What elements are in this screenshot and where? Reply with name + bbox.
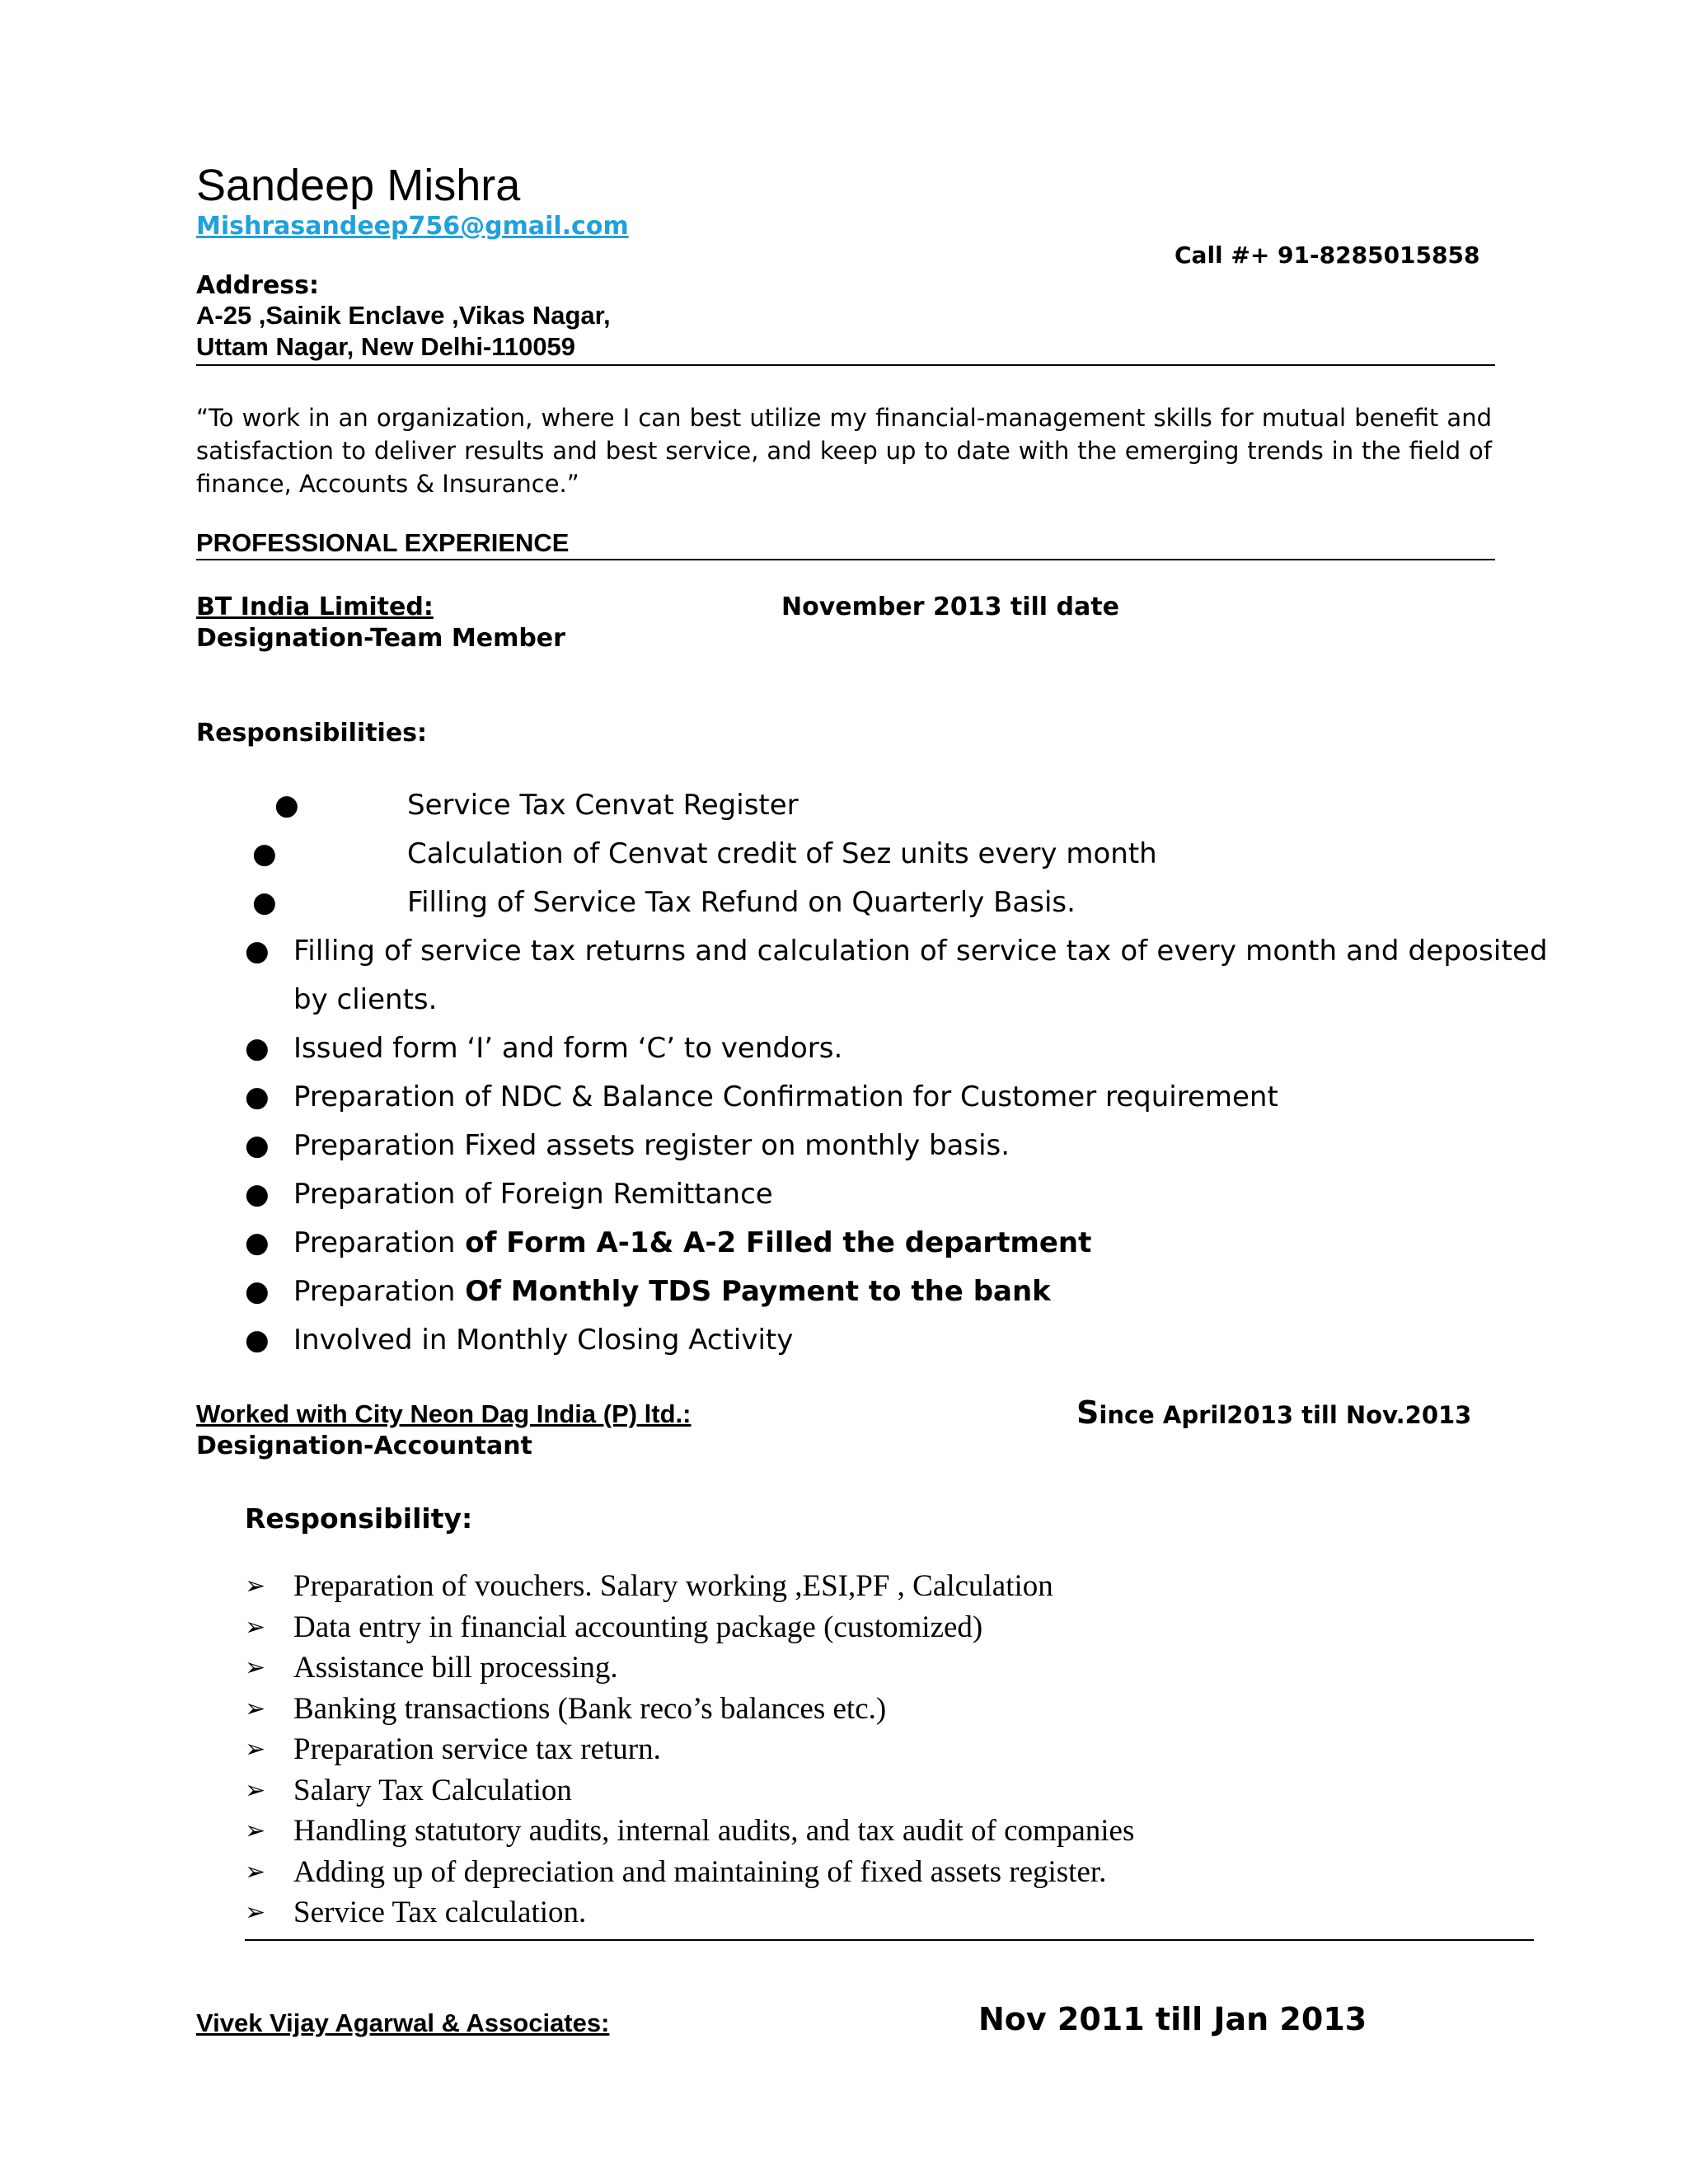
list-item-text: Preparation of Foreign Remittance [293,1178,773,1211]
address-line-2: Uttam Nagar, New Delhi-110059 [196,332,576,361]
arrow-bullet-icon: ➢ [245,1899,266,1926]
list-item-text: Calculation of Cenvat credit of Sez units every month [407,837,1157,870]
list-item-text: Service Tax calculation. [293,1896,587,1929]
job1-company: BT India Limited: [196,593,434,621]
arrow-bullet-icon: ➢ [245,1654,266,1681]
list-item-text: Filling of service tax returns and calculation of service tax of every month and deposited [293,935,1548,968]
job1-responsibilities-label: Responsibilities: [196,719,428,748]
job2-designation: Designation-Accountant [196,1432,532,1460]
job2-responsibility-label: Responsibility: [245,1502,473,1535]
list-item-text [293,1268,1051,1316]
bullet-icon: ● [245,1226,270,1259]
list-item-text: Adding up of depreciation and maintaining of fixed assets register. [293,1854,1107,1889]
list-item-text: Issued form ‘I’ and form ‘C’ to vendors. [293,1032,843,1065]
arrow-bullet-icon: ➢ [245,1572,266,1600]
list-item-text: Filling of Service Tax Refund on Quarterly Basis. [407,886,1076,919]
list-item-text: Service Tax Cenvat Register [407,789,799,822]
job2-period [1076,1394,1471,1431]
phone-number: Call #+ 91-8285015858 [1175,241,1480,269]
list-item-text: Salary Tax Calculation [293,1773,572,1807]
list-item-text [293,1219,1091,1268]
bullet-icon: ● [245,935,270,968]
section-divider [196,559,1495,560]
list-item-text: Assistance bill processing. [293,1651,618,1685]
arrow-bullet-icon: ➢ [245,1694,266,1722]
job2-period-rest: ince April2013 till Nov.2013 [1099,1401,1472,1429]
arrow-bullet-icon: ➢ [245,1736,266,1763]
list-item-text: Preparation service tax return. [293,1732,661,1766]
list-item-text: Banking transactions (Bank reco’s balances etc.) [293,1691,887,1726]
address-label: Address: [196,271,320,300]
list-item-text: Involved in Monthly Closing Activity [293,1324,794,1357]
bullet-icon: ● [245,1275,270,1308]
bullet-icon: ● [245,1324,270,1357]
job2-divider [245,1939,1534,1941]
bullet-icon: ● [245,1032,270,1065]
list-item-prefix: Preparation [293,1226,456,1259]
arrow-bullet-icon: ➢ [245,1817,266,1844]
header-divider [196,364,1495,366]
address-line-1: A-25 ,Sainik Enclave ,Vikas Nagar, [196,301,611,330]
job1-designation: Designation-Team Member [196,624,565,653]
bullet-icon: ● [252,837,277,870]
bullet-icon: ● [252,886,277,919]
list-item-bold-text: Of Monthly TDS Payment to the bank [455,1275,1051,1308]
bullet-icon: ● [245,1178,270,1211]
arrow-bullet-icon: ➢ [245,1858,266,1886]
list-item-text: Handling statutory audits, internal audits, and tax audit of companies [293,1814,1135,1848]
list-item-text: Preparation of NDC & Balance Confirmation for Customer requirement [293,1080,1278,1113]
list-item-text: Preparation Fixed assets register on monthly basis. [293,1129,1010,1162]
job3-company: Vivek Vijay Agarwal & Associates: [196,2008,610,2037]
job3-period: Nov 2011 till Jan 2013 [978,2001,1367,2037]
arrow-bullet-icon: ➢ [245,1613,266,1641]
bullet-icon: ● [245,1129,270,1162]
job2-company: Worked with City Neon Dag India (P) ltd.: [196,1399,692,1428]
objective-statement: “To work in an organization, where I can best utilize my financial-management skills for mutual benefit and satisfaction to deliver results and best service, and keep up to date with the emerging trends in the field of finance, Accounts & Insurance.” [196,404,1492,498]
list-item-text: by clients. [293,983,438,1016]
bullet-icon: ● [274,789,299,822]
job2-period-initial: S [1076,1394,1100,1431]
list-item-text: Preparation of vouchers. Salary working ,ESI,PF , Calculation [293,1569,1053,1603]
list-item-bold-text: of Form A-1& A-2 Filled the department [455,1226,1092,1259]
candidate-name: Sandeep Mishra [196,161,521,210]
arrow-bullet-icon: ➢ [245,1776,266,1804]
email-link[interactable]: Mishrasandeep756@gmail.com [196,212,629,241]
list-item-text: Data entry in financial accounting package (customized) [293,1610,983,1644]
job1-period: November 2013 till date [781,593,1119,621]
section-title-experience: PROFESSIONAL EXPERIENCE [196,528,570,557]
list-item-prefix: Preparation [293,1275,456,1308]
bullet-icon: ● [245,1080,270,1113]
